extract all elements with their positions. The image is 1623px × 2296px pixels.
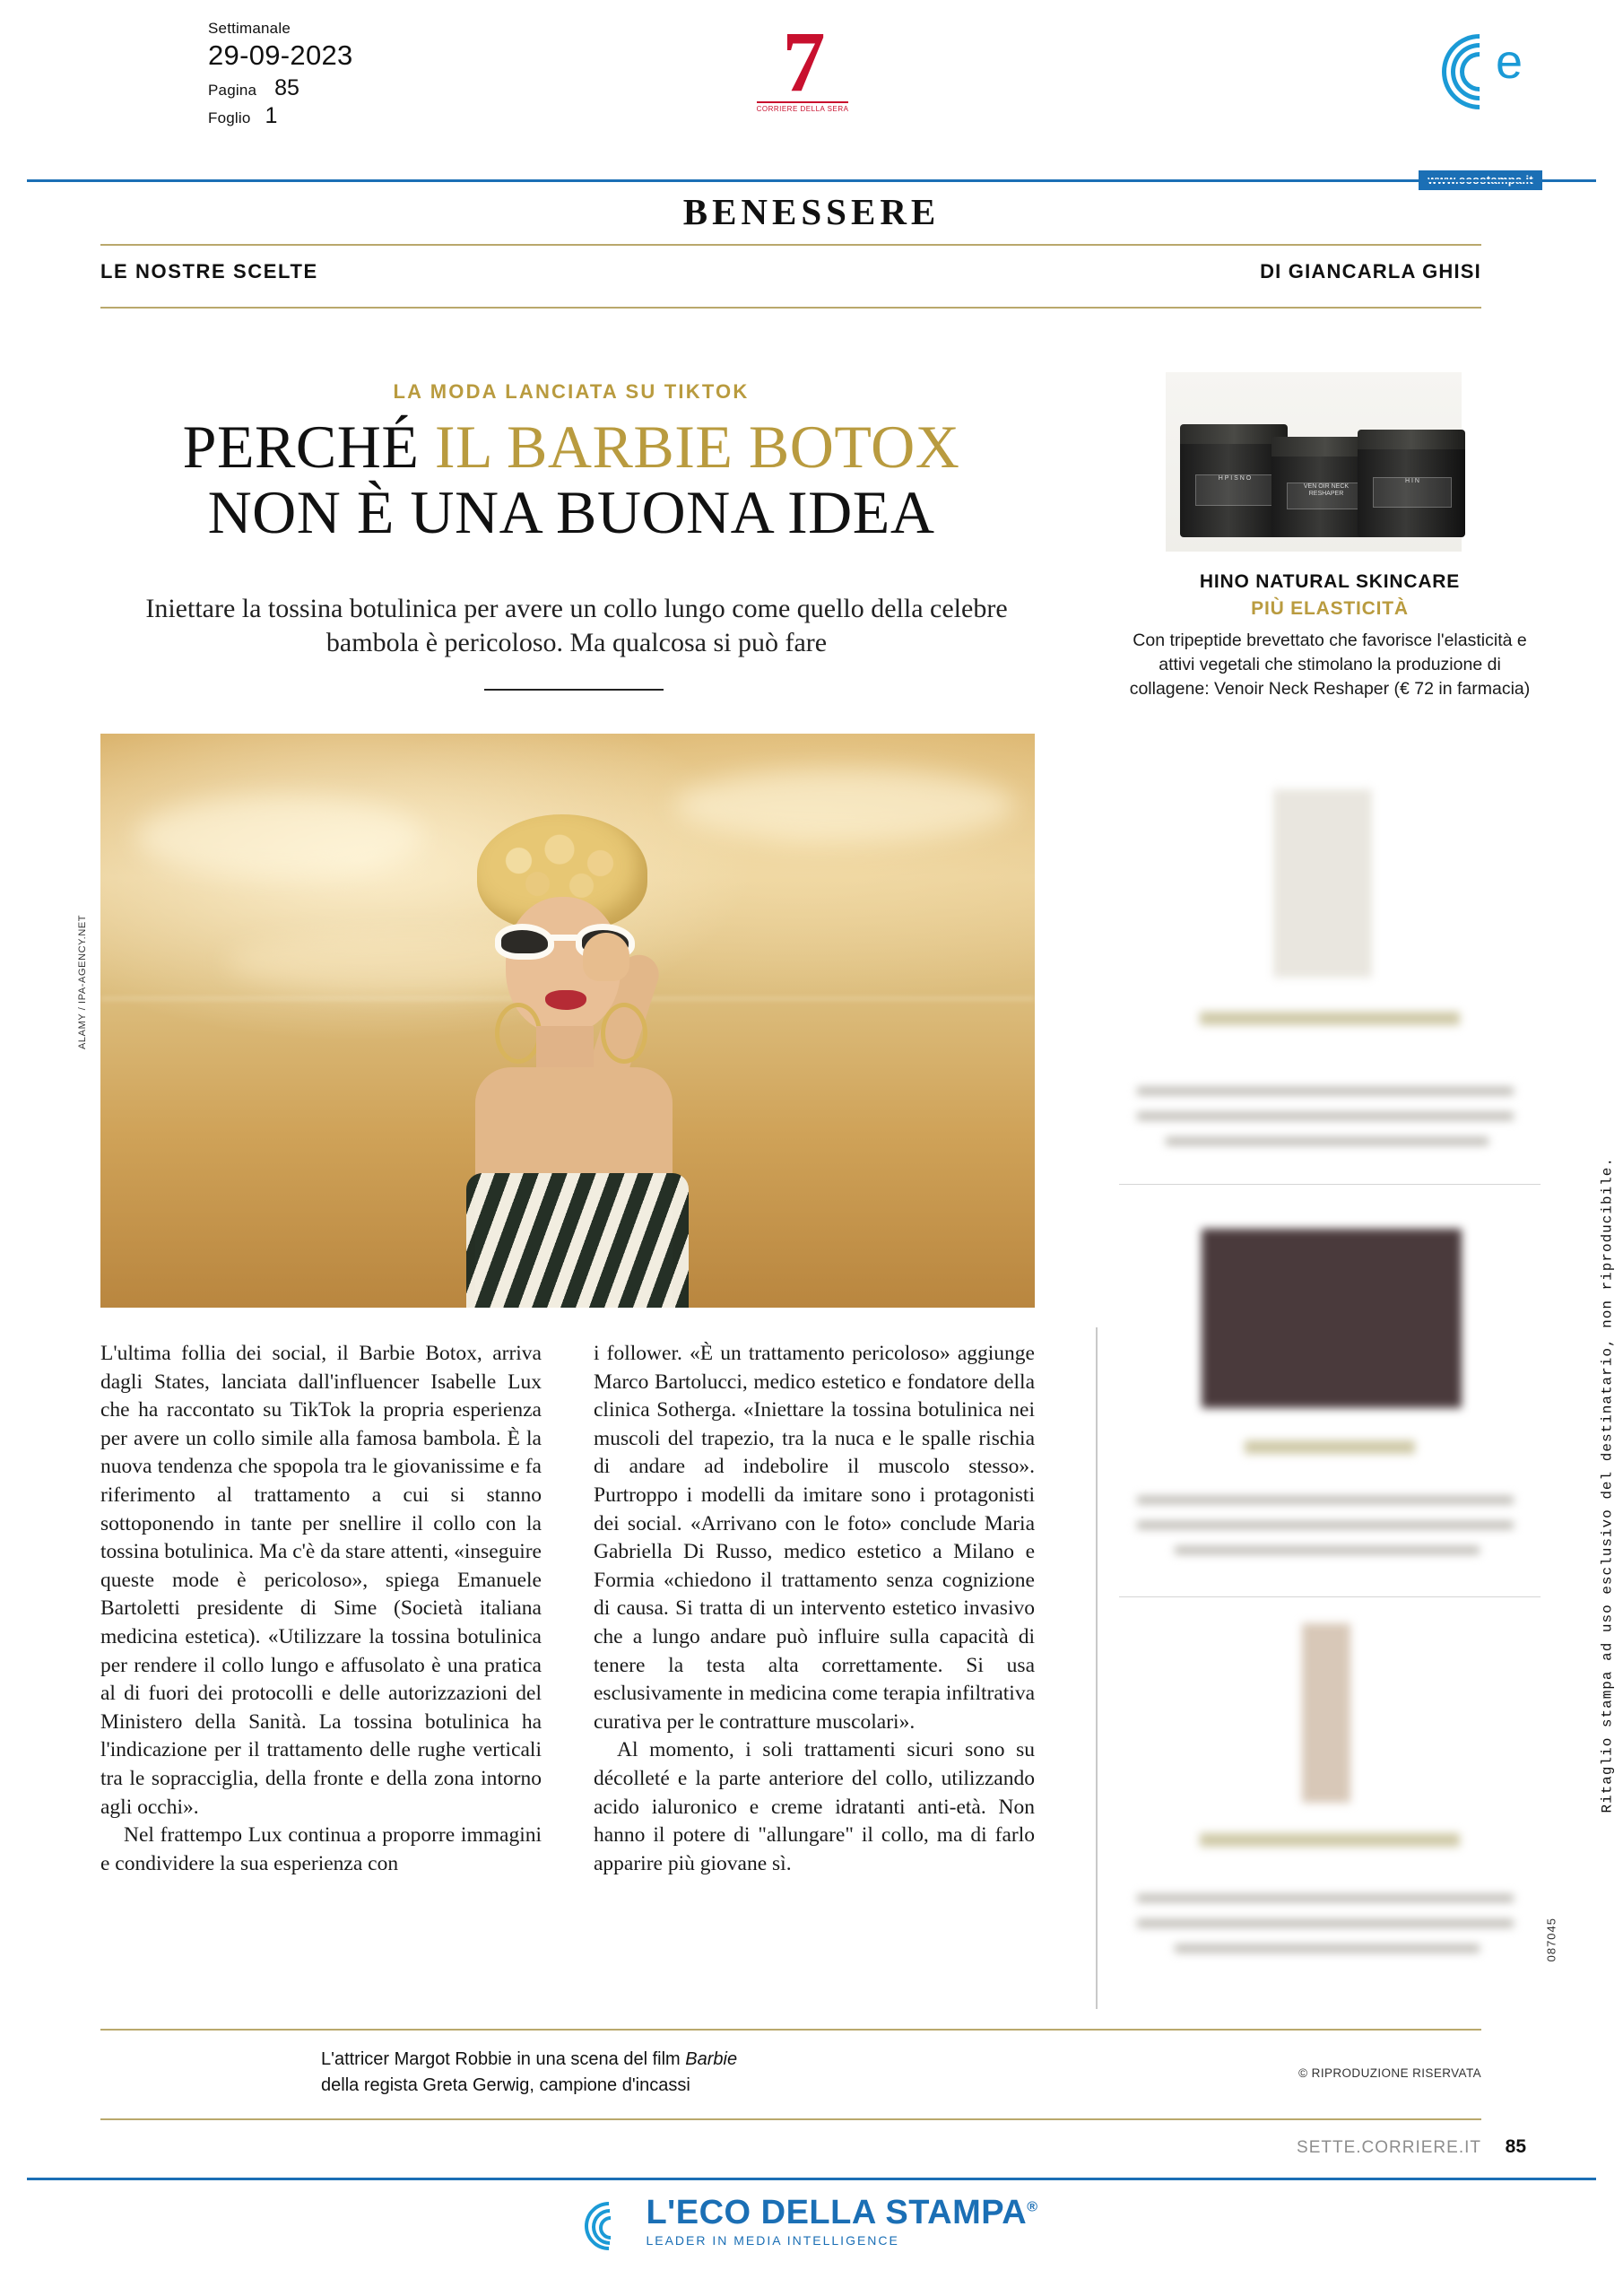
rail-divider (1119, 1596, 1541, 1597)
blurred-text-line (1166, 1137, 1488, 1145)
blurred-product-title (1200, 1833, 1460, 1847)
issue-date: 29-09-2023 (208, 39, 353, 71)
periodicity-label: Settimanale (208, 20, 291, 37)
article-column-2 (594, 1340, 1035, 1878)
headline-part-gold: IL BARBIE BOTOX (434, 413, 960, 481)
sheet-label: Foglio (208, 109, 251, 126)
footer-site: SETTE.CORRIERE.IT (1297, 2138, 1481, 2157)
figure-earring-right (601, 1003, 647, 1064)
blurred-text-line (1137, 1894, 1514, 1902)
masthead-meta (208, 20, 504, 129)
article-eyebrow: LA MODA LANCIATA SU TIKTOK (393, 380, 750, 403)
photo-subject-figure (369, 814, 791, 1308)
footer-logo-text (646, 2196, 1037, 2248)
blurred-text-line (1137, 1112, 1514, 1120)
footer-logo-name (646, 2196, 1037, 2230)
product-subtitle: PIÙ ELASTICITÀ (1251, 598, 1409, 619)
photo-caption (321, 2047, 949, 2099)
product-brand: HINO NATURAL SKINCARE (1199, 571, 1461, 592)
sette-logo-number: 7 (782, 13, 823, 109)
sette-logo (744, 13, 861, 116)
caption-line-1: L'attricer Margot Robbie in una scena del film (321, 2049, 686, 2069)
paragraph: Al momento, i soli trattamenti sicuri sono su décolleté e la parte anteriore del collo, utilizzando acido ialuronico e creme idratanti anti-età. Non hanno il potere di "allungare" il collo, ma di farlo apparire più giovane sì. (594, 1738, 1035, 1875)
blurred-product-image (1202, 1229, 1462, 1408)
page-row (208, 75, 504, 101)
article-column-1 (100, 1340, 542, 1878)
masthead-rule (27, 179, 1596, 182)
standfirst-rule (484, 689, 664, 691)
gold-rule-top (100, 244, 1481, 246)
blurred-product-title (1245, 1440, 1415, 1454)
figure-hand (583, 933, 629, 981)
sheet-value: 1 (265, 102, 278, 128)
figure-dress (466, 1173, 689, 1308)
article-standfirst: Iniettare la tossina botulinica per avere un collo lungo come quello della celebre bambola è pericoloso. Ma qualcosa si può fare (145, 594, 1008, 657)
blurred-text-line (1137, 1919, 1514, 1927)
sunglasses-lens-left (495, 924, 554, 960)
footer-logo (0, 2196, 1623, 2248)
footer-logo-reg: ® (1027, 2199, 1038, 2215)
byline: DI GIANCARLA GHISI (1260, 260, 1481, 283)
kicker-le-nostre-scelte: LE NOSTRE SCELTE (100, 260, 318, 283)
sette-logo-subtitle: CORRIERE DELLA SERA (757, 101, 849, 113)
paragraph: L'ultima follia dei social, il Barbie Botox, arriva dagli States, lanciata dall'influencer Isabelle Lux che ha raccontato su TikTok la propria esperienza per avere un collo simile alla famosa bambola. È la nuova tendenza che spopola tra le giovanissime e fa riferimento al trattamento a cui si stanno sottoponendo in tante per snellire il collo con la tossina botulinica. Ma c'è da stare attenti, «inseguire queste mode è pericoloso», spiega Emanuele Bartoletti presidente di Sime (Società italiana medicina estetica). «Utilizzare la tossina botulinica per rendere il collo lungo e affusolato è una pratica al di fuori dei protocolli e delle autorizzazioni del Ministero della Sanità. La tossina botulinica ha l'indicazione per il trattamento delle rughe verticali tra le sopracciglia, della fronte e della zona intorno agli occhi». (100, 1342, 542, 1819)
figure-earring-left (495, 1003, 542, 1064)
side-vertical-notice: Ritaglio stampa ad uso esclusivo del destinatario, non riproducibile. (1600, 1157, 1616, 1813)
caption-line-2: della regista Greta Gerwig, campione d'incassi (321, 2075, 690, 2095)
headline-part-plain: PERCHÉ (182, 413, 435, 481)
rail-divider (1119, 1184, 1541, 1185)
ecostampa-logo-icon (1440, 27, 1526, 99)
footer-logo-tagline: LEADER IN MEDIA INTELLIGENCE (646, 2233, 899, 2248)
article-headline (100, 414, 1042, 546)
paragraph: i follower. «È un trattamento pericoloso» aggiunge Marco Bartolucci, medico estetico e fondatore della clinica Sotherga. «Iniettare la tossina botulinica nei muscoli del trapezio, tra la nuca e le spalle rischia di andare ad indebolire il muscolo stesso». Purtroppo i modelli da imitare sono i protagonisti dei social. «Arrivano con le foto» conclude Maria Gabriella Di Russo, medico estetico a Milano e Formia «chiedono il trattamento senza cognizione di causa. Si tratta di un intervento estetico invasivo che a lungo andare può influire sulla capacità di tenere la testa alta correttamente. Si usa esclusivamente in medicina come terapia infiltrativa curativa per le contratture muscolari». (594, 1342, 1035, 1734)
section-title: BENESSERE (682, 191, 941, 232)
product-jar (1358, 444, 1465, 537)
caption-rule-bottom (100, 2118, 1481, 2120)
caption-rule-top (100, 2029, 1481, 2031)
sheet-row (208, 103, 504, 129)
product-image-hino (1166, 372, 1462, 552)
blurred-product-image (1302, 1623, 1350, 1803)
product-jar-label: H I N (1373, 477, 1452, 507)
product-jar-label: H P I S N O (1195, 474, 1274, 506)
product-description: Con tripeptide brevettato che favorisce l'elasticità e attivi vegetali che stimolano la produzione di collagene: Venoir Neck Reshaper (€ 72 in farmacia) (1129, 631, 1531, 699)
footer-logo-name-text: L'ECO DELLA STAMPA (646, 2194, 1028, 2231)
caption-film-title: Barbie (685, 2049, 738, 2069)
paragraph: Nel frattempo Lux continua a proporre immagini e condividere la sua esperienza con (100, 1823, 542, 1875)
blurred-text-line (1175, 1546, 1480, 1554)
gold-rule-second (100, 307, 1481, 309)
blurred-text-line (1137, 1521, 1514, 1529)
blurred-product-image (1273, 789, 1372, 978)
product-jar-cap (1358, 430, 1465, 449)
eco-arcs-icon (585, 2198, 635, 2245)
blurred-text-line (1137, 1496, 1514, 1504)
blurred-product-title (1200, 1012, 1460, 1025)
page-value: 85 (274, 74, 299, 100)
column-separator (1096, 1327, 1098, 2009)
headline-line-2: NON È UNA BUONA IDEA (207, 478, 935, 547)
side-reference-code: 087045 (1544, 1918, 1558, 1962)
footer-page-number: 85 (1505, 2136, 1526, 2157)
masthead (0, 0, 1623, 176)
photo-credit: ALAMY / IPA-AGENCY.NET (77, 914, 88, 1049)
footer-rule (27, 2178, 1596, 2180)
page-label: Pagina (208, 81, 257, 99)
rights-notice: © RIPRODUZIONE RISERVATA (1298, 2066, 1481, 2080)
product-jar-label: VEN OIR NECK RESHAPER (1287, 483, 1366, 510)
blurred-text-line (1137, 1087, 1514, 1095)
blurred-text-line (1175, 1944, 1480, 1952)
article-photo (100, 734, 1035, 1308)
figure-lips (545, 990, 586, 1010)
eco-letter-e: e (1495, 35, 1523, 89)
right-rail (1119, 372, 1541, 701)
